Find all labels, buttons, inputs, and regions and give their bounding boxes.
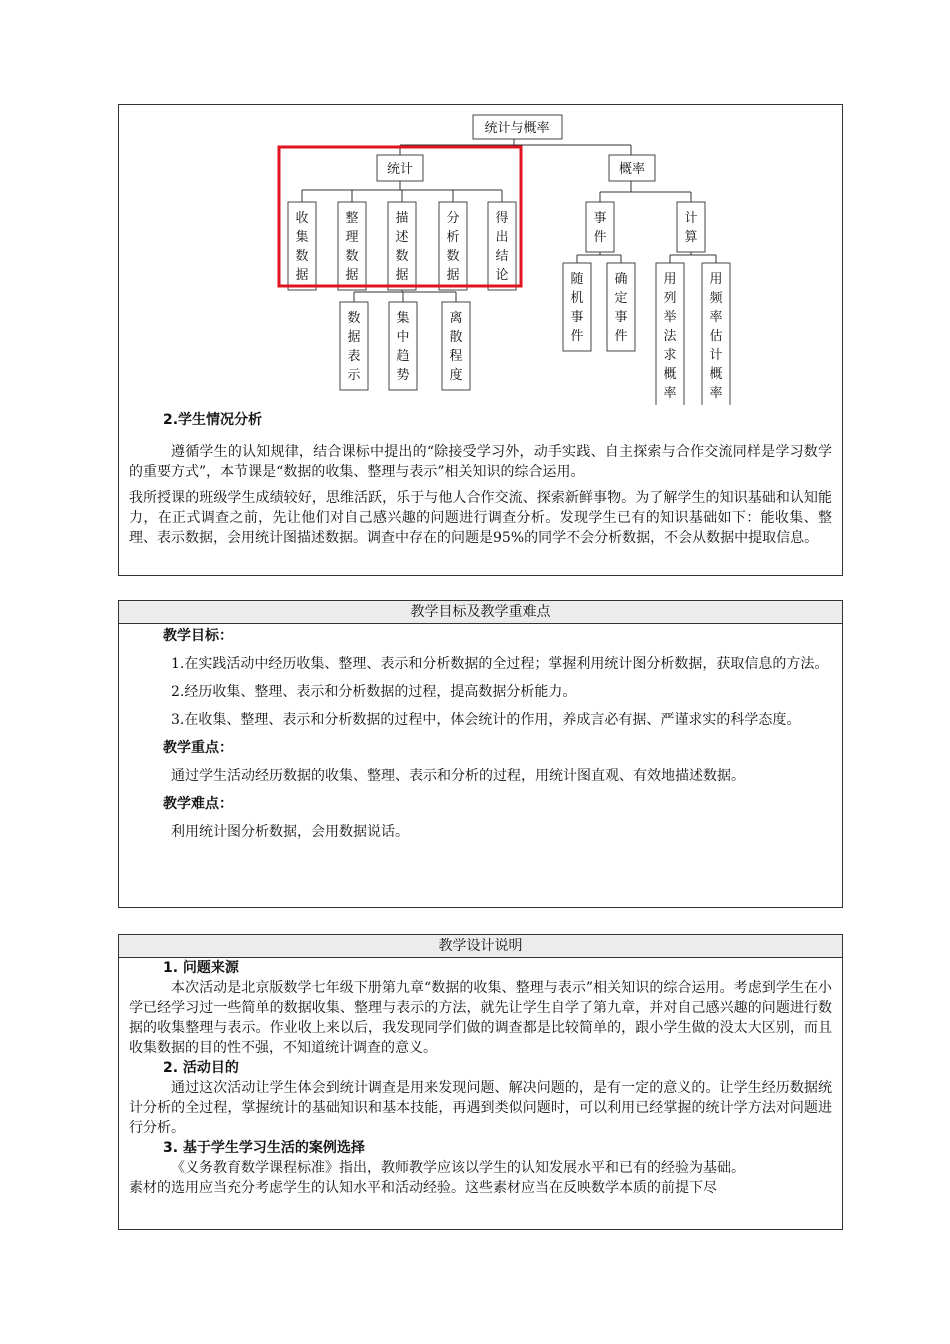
design-p1: 本次活动是北京版数学七年级下册第九章“数据的收集、整理与表示”相关知识的综合运用。考虑到学生在小学已经学习过一些简单的数据收集、整理与表示的方法，就先让学生自学了第九章，并对自己感兴趣的问题进行数据的收集整理与表示。作业收上来以后，我发现同学们做的调查都是比较简单的，跟小学生做的没太大区别，而且收集数据的目的性不强，不知道统计调查的意义。 [129, 980, 832, 1056]
prob-child-1: 事件 [593, 211, 607, 245]
design-p4: 素材的选用应当充分考虑学生的认知水平和活动经验。这些素材应当在反映数学本质的前提下尽 [129, 1180, 717, 1196]
student-analysis [129, 410, 832, 548]
calc-child-1: 用列举法求概率 [663, 272, 677, 401]
node-prob-label: 概率 [618, 162, 646, 177]
design-h3: 3. 基于学生学习生活的案例选择 [163, 1140, 365, 1156]
calc-child-2: 用频率估计概率 [709, 272, 723, 401]
design-content [119, 958, 842, 1198]
goal-item-2: 2.经历收集、整理、表示和分析数据的过程，提高数据分析能力。 [171, 684, 577, 700]
prob-children-group [586, 202, 705, 252]
stat-children-group [288, 202, 516, 290]
difficulty-label: 教学难点： [163, 796, 233, 812]
design-p2: 通过这次活动让学生体会到统计调查是用来发现问题、解决问题的，是有一定的意义的。让学生经历数据统计分析的全过程，掌握统计的基础知识和基本技能，再遇到类似问题时，可以利用已经掌握的统计学方法对问题进行分析。 [129, 1080, 832, 1136]
design-title: 教学设计说明 [119, 935, 842, 958]
describe-child-1: 数据表示 [347, 311, 361, 383]
calc-children-group [656, 263, 730, 405]
design-p3: 《义务教育数学课程标准》指出，教师教学应该以学生的认知发展水平和已有的经验为基础。 [171, 1160, 745, 1176]
prob-child-2: 计算 [684, 211, 698, 245]
goals-box [118, 600, 843, 908]
node-root-label: 统计与概率 [484, 121, 550, 136]
student-analysis-p2: 我所授课的班级学生成绩较好，思维活跃，乐于与他人合作交流、探索新鲜事物。为了解学生的知识基础和认知能力，在正式调查之前，先让他们对自己感兴趣的问题进行调查分析。发现学生已有的知识基础如下：能收集、整理、表示数据，会用统计图描述数据。调查中存在的问题是95%的同学不会分析数据，不会从数据中提取信息。 [129, 490, 832, 546]
describe-children-group [340, 302, 470, 390]
student-analysis-p1: 遵循学生的认知规律，结合课标中提出的“除接受学习外，动手实践、自主探索与合作交流同样是学习数学的重要方式”，本节课是“数据的收集、整理与表示”相关知识的综合运用。 [129, 444, 832, 480]
knowledge-structure-diagram [119, 105, 842, 405]
analysis-box [118, 104, 843, 576]
goals-title: 教学目标及教学重难点 [119, 601, 842, 624]
describe-child-2: 集中趋势 [396, 311, 410, 383]
design-box [118, 934, 843, 1230]
key-points-label: 教学重点： [163, 740, 233, 756]
key-points-text: 通过学生活动经历数据的收集、整理、表示和分析的过程，用统计图直观、有效地描述数据。 [171, 768, 745, 784]
difficulty-text: 利用统计图分析数据，会用数据说话。 [171, 824, 409, 840]
stat-child-4: 分析数据 [446, 211, 460, 283]
event-children-group [563, 263, 635, 351]
design-h2: 2. 活动目的 [163, 1060, 239, 1076]
student-analysis-heading: 2.学生情况分析 [163, 412, 263, 428]
describe-child-3: 离散程度 [449, 311, 463, 383]
node-stat-label: 统计 [386, 162, 414, 177]
stat-child-5: 得出结论 [495, 211, 509, 283]
goals-content [119, 624, 842, 842]
event-child-2: 确定事件 [614, 272, 628, 344]
stat-child-1: 收集数据 [295, 211, 309, 283]
stat-child-3: 描述数据 [395, 211, 409, 283]
goals-label: 教学目标： [163, 628, 233, 644]
event-child-1: 随机事件 [570, 272, 584, 344]
goal-item-3: 3.在收集、整理、表示和分析数据的过程中，体会统计的作用，养成言必有据、严谨求实的科学态度。 [171, 712, 801, 728]
design-h1: 1. 问题来源 [163, 960, 239, 976]
stat-child-2: 整理数据 [345, 211, 359, 283]
goal-item-1: 1.在实践活动中经历收集、整理、表示和分析数据的全过程；掌握利用统计图分析数据，获取信息的方法。 [171, 656, 829, 672]
